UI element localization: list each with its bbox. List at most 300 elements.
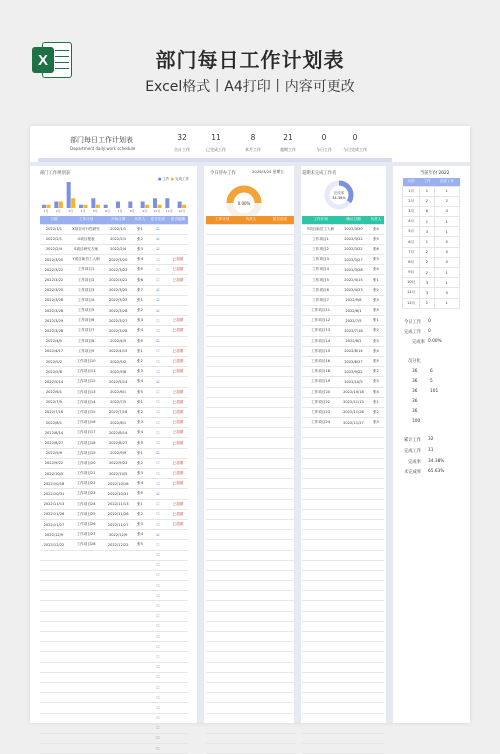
table-cell xyxy=(238,642,263,652)
done-checkbox[interactable]: ☑ xyxy=(148,285,168,295)
table-cell xyxy=(264,560,296,570)
overdue-cell: 已超期 xyxy=(168,407,188,417)
today-date: 2026/3/24 星期五 xyxy=(252,169,285,174)
done-checkbox[interactable]: ☐ xyxy=(148,356,168,366)
summary-label: 完成工作 xyxy=(404,449,422,454)
table-row xyxy=(302,509,384,519)
table-row xyxy=(40,652,188,662)
overdue-cell: 已超期 xyxy=(168,255,188,265)
table-cell: 8月 xyxy=(403,257,420,267)
table-cell: 2022/9/22 xyxy=(104,458,132,468)
table-row xyxy=(40,275,188,285)
stat-value: 11 xyxy=(211,133,221,142)
table-cell: 工作项目14 xyxy=(68,397,104,407)
table-cell: 2022/3/22 xyxy=(339,234,368,244)
done-checkbox[interactable]: ☐ xyxy=(148,479,168,489)
table-cell: 工作项目17 xyxy=(68,428,104,438)
spreadsheet-page xyxy=(30,126,470,751)
table-cell xyxy=(302,438,339,448)
table-cell xyxy=(104,550,132,560)
table-row xyxy=(302,693,384,703)
done-checkbox[interactable]: ☐ xyxy=(148,560,168,570)
table-cell: 张1 xyxy=(132,224,148,234)
table-cell: 工作项目22 xyxy=(302,397,339,407)
table-cell xyxy=(264,509,296,519)
done-checkbox[interactable]: ☐ xyxy=(148,418,168,428)
table-row xyxy=(40,397,188,407)
summary-value: 5 xyxy=(430,379,433,384)
table-cell xyxy=(132,550,148,560)
bar-done-9月 xyxy=(145,205,149,208)
table-row xyxy=(302,448,384,458)
table-cell xyxy=(40,570,68,580)
done-checkbox[interactable]: ☐ xyxy=(148,550,168,560)
table-cell: 工作项目14 xyxy=(302,336,339,346)
table-cell: 2022/3/25 xyxy=(40,285,68,295)
done-checkbox[interactable]: ☐ xyxy=(148,733,168,743)
table-cell xyxy=(368,438,384,448)
table-cell xyxy=(104,611,132,621)
table-cell: 2022/2/1 xyxy=(104,234,132,244)
stat-value: 32 xyxy=(177,133,187,142)
overdue-cell xyxy=(168,285,188,295)
table-cell xyxy=(238,458,263,468)
monthly-bar-chart xyxy=(40,182,188,212)
table-cell xyxy=(238,479,263,489)
table-cell xyxy=(302,448,339,458)
table-row xyxy=(302,295,384,305)
table-cell: 工作项目2 xyxy=(68,275,104,285)
table-cell xyxy=(132,713,148,723)
table-row xyxy=(40,550,188,560)
overdue-cell xyxy=(168,652,188,662)
table-row xyxy=(206,234,296,244)
table-row xyxy=(302,550,384,560)
table-row xyxy=(40,581,188,591)
table-cell: 工作项目8 xyxy=(68,336,104,346)
table-cell xyxy=(302,591,339,601)
summary-label: 员分化 xyxy=(408,359,421,364)
table-cell xyxy=(238,652,263,662)
table-cell xyxy=(40,723,68,733)
bar-done-10月 xyxy=(158,205,162,208)
table-row xyxy=(40,438,188,448)
table-cell: 2022/10/5 xyxy=(104,469,132,479)
table-cell: 11月 xyxy=(403,288,420,298)
done-checkbox[interactable]: ☐ xyxy=(148,519,168,529)
done-checkbox[interactable]: ☑ xyxy=(148,377,168,387)
done-checkbox[interactable]: ☐ xyxy=(148,265,168,275)
table-row xyxy=(206,662,296,672)
table-cell xyxy=(264,234,296,244)
table-row xyxy=(403,227,460,237)
table-cell: 张5 xyxy=(132,489,148,499)
overdue-cell xyxy=(168,713,188,723)
done-checkbox[interactable]: ☐ xyxy=(148,469,168,479)
table-cell xyxy=(264,530,296,540)
table-row xyxy=(40,377,188,387)
table-cell: 2022/10/31 xyxy=(104,489,132,499)
overdue-cell xyxy=(168,682,188,692)
table-cell: 工作项目12 xyxy=(68,377,104,387)
done-checkbox[interactable]: ☐ xyxy=(148,438,168,448)
table-cell xyxy=(206,519,238,529)
table-row xyxy=(302,540,384,550)
table-row xyxy=(206,285,296,295)
table-cell xyxy=(206,570,238,580)
table-cell: 张2 xyxy=(368,285,384,295)
table-cell: 2 xyxy=(434,196,459,206)
table-cell xyxy=(264,591,296,601)
table-cell xyxy=(238,346,263,356)
table-row xyxy=(403,206,460,216)
table-cell xyxy=(302,499,339,509)
table-row xyxy=(40,744,188,754)
table-row xyxy=(302,244,384,254)
overdue-cell xyxy=(168,530,188,540)
table-cell: 2022/5/2 xyxy=(40,356,68,366)
table-cell xyxy=(302,601,339,611)
table-cell xyxy=(104,693,132,703)
table-cell xyxy=(132,662,148,672)
table-cell: 2022/10/5 xyxy=(40,469,68,479)
done-checkbox[interactable]: ☑ xyxy=(148,244,168,254)
table-row xyxy=(302,469,384,479)
table-row xyxy=(40,367,188,377)
table-row xyxy=(302,662,384,672)
table-cell: 张5 xyxy=(132,265,148,275)
table-cell xyxy=(302,469,339,479)
overdue-cell: 已超期 xyxy=(168,499,188,509)
done-checkbox[interactable]: ☐ xyxy=(148,570,168,580)
table-cell xyxy=(264,632,296,642)
table-row xyxy=(302,530,384,540)
done-checkbox[interactable]: ☐ xyxy=(148,581,168,591)
done-checkbox[interactable]: ☐ xyxy=(148,397,168,407)
done-checkbox[interactable]: ☐ xyxy=(148,723,168,733)
table-row xyxy=(302,499,384,509)
column-header: 负责人 xyxy=(238,216,263,224)
done-checkbox[interactable]: ☐ xyxy=(148,458,168,468)
table-row xyxy=(302,581,384,591)
table-row xyxy=(206,733,296,743)
table-cell xyxy=(339,693,368,703)
table-row xyxy=(40,682,188,692)
table-cell: 2022/12/9 xyxy=(40,530,68,540)
table-cell xyxy=(104,642,132,652)
table-cell xyxy=(339,642,368,652)
done-checkbox[interactable]: ☐ xyxy=(148,255,168,265)
table-cell xyxy=(339,662,368,672)
table-row xyxy=(403,196,460,206)
table-cell xyxy=(238,601,263,611)
overdue-cell xyxy=(168,489,188,499)
table-cell xyxy=(368,560,384,570)
table-cell xyxy=(104,621,132,631)
table-cell xyxy=(132,581,148,591)
table-cell xyxy=(206,234,238,244)
done-checkbox[interactable]: ☐ xyxy=(148,428,168,438)
table-cell: 2022/3/28 xyxy=(104,326,132,336)
table-cell xyxy=(238,672,263,682)
table-row xyxy=(206,540,296,550)
table-cell xyxy=(68,723,104,733)
table-cell xyxy=(264,703,296,713)
table-cell: 1 xyxy=(434,217,459,227)
table-row xyxy=(302,224,384,234)
done-checkbox[interactable]: ☐ xyxy=(148,621,168,631)
overdue-cell: 已超期 xyxy=(168,418,188,428)
table-cell xyxy=(302,693,339,703)
table-cell xyxy=(302,550,339,560)
monthly-summary-table xyxy=(402,178,460,309)
done-checkbox[interactable]: ☐ xyxy=(148,652,168,662)
overdue-cell: 已超期 xyxy=(168,519,188,529)
table-cell xyxy=(40,744,68,754)
done-checkbox[interactable]: ☐ xyxy=(148,346,168,356)
done-checkbox[interactable]: ☑ xyxy=(148,306,168,316)
table-row xyxy=(40,540,188,550)
table-cell xyxy=(302,540,339,550)
done-checkbox[interactable]: ☐ xyxy=(148,540,168,550)
table-cell xyxy=(339,438,368,448)
table-cell xyxy=(339,509,368,519)
overdue-section-title: 超期未完成工作名 xyxy=(302,171,337,176)
table-row xyxy=(40,356,188,366)
table-cell: 工作项目15 xyxy=(302,346,339,356)
done-checkbox[interactable]: ☐ xyxy=(148,316,168,326)
summary-label: 36 xyxy=(412,399,418,404)
done-checkbox[interactable]: ☐ xyxy=(148,407,168,417)
table-cell: 2022/11/27 xyxy=(104,519,132,529)
table-cell: 张4 xyxy=(132,530,148,540)
table-cell: 2022/3/20 xyxy=(339,224,368,234)
table-cell: 工作项目19 xyxy=(68,448,104,458)
table-cell: 张5 xyxy=(368,234,384,244)
stat-label: 已完成工作 xyxy=(206,147,226,152)
x-tick-label: 10月 xyxy=(153,209,161,213)
bar-done-1月 xyxy=(47,205,51,208)
table-cell xyxy=(238,693,263,703)
overdue-cell: 已超期 xyxy=(168,356,188,366)
done-checkbox[interactable]: ☑ xyxy=(148,336,168,346)
table-cell xyxy=(264,652,296,662)
done-checkbox[interactable]: ☐ xyxy=(148,611,168,621)
overdue-cell xyxy=(168,591,188,601)
table-cell: 0 xyxy=(434,288,459,298)
done-checkbox[interactable]: ☐ xyxy=(148,591,168,601)
table-cell xyxy=(264,326,296,336)
table-cell xyxy=(264,316,296,326)
table-cell xyxy=(368,428,384,438)
table-cell xyxy=(264,499,296,509)
table-cell xyxy=(302,723,339,733)
table-cell: 张5 xyxy=(132,336,148,346)
table-cell xyxy=(40,713,68,723)
table-cell xyxy=(206,489,238,499)
table-cell xyxy=(238,489,263,499)
table-header xyxy=(40,216,188,224)
table-cell xyxy=(368,509,384,519)
table-cell xyxy=(206,611,238,621)
table-header xyxy=(206,216,296,224)
table-cell xyxy=(40,652,68,662)
table-row xyxy=(206,601,296,611)
done-checkbox[interactable]: ☑ xyxy=(148,448,168,458)
table-cell xyxy=(238,418,263,428)
table-row xyxy=(206,652,296,662)
table-row xyxy=(206,713,296,723)
table-cell xyxy=(238,234,263,244)
table-row xyxy=(206,224,296,234)
table-row xyxy=(40,428,188,438)
table-cell xyxy=(238,570,263,580)
table-cell: 2022/9/22 xyxy=(339,367,368,377)
table-cell: 张6 xyxy=(368,244,384,254)
table-cell: 2022/7/18 xyxy=(104,407,132,417)
overdue-cell: 已超期 xyxy=(168,346,188,356)
today-section-title: 今日待办工作 xyxy=(210,171,236,176)
table-cell xyxy=(40,611,68,621)
table-row xyxy=(302,428,384,438)
table-cell xyxy=(104,723,132,733)
done-checkbox[interactable]: ☑ xyxy=(148,224,168,234)
done-checkbox[interactable]: ☐ xyxy=(148,703,168,713)
table-cell xyxy=(206,397,238,407)
table-cell xyxy=(206,407,238,417)
done-checkbox[interactable]: ☐ xyxy=(148,387,168,397)
done-checkbox[interactable]: ☐ xyxy=(148,713,168,723)
table-cell: 工作项目9 xyxy=(68,346,104,356)
table-cell xyxy=(264,733,296,743)
done-checkbox[interactable]: ☑ xyxy=(148,530,168,540)
table-cell: 2022/12/22 xyxy=(40,540,68,550)
table-cell xyxy=(264,540,296,550)
table-row xyxy=(40,621,188,631)
table-cell: 工作项目1 xyxy=(302,234,339,244)
table-cell: 张2 xyxy=(132,306,148,316)
table-cell xyxy=(132,672,148,682)
table-cell: 2022/3/28 xyxy=(40,295,68,305)
table-row xyxy=(40,234,188,244)
table-cell xyxy=(206,560,238,570)
table-cell xyxy=(264,570,296,580)
table-cell: 张1 xyxy=(368,275,384,285)
overdue-cell xyxy=(168,611,188,621)
summary-label: 完成工作 xyxy=(404,330,422,335)
table-cell: 张2 xyxy=(132,509,148,519)
table-row xyxy=(206,509,296,519)
stat-value: 0 xyxy=(352,133,358,142)
done-checkbox[interactable]: ☐ xyxy=(148,632,168,642)
done-checkbox[interactable]: ☐ xyxy=(148,662,168,672)
done-checkbox[interactable]: ☐ xyxy=(148,275,168,285)
done-checkbox[interactable]: ☐ xyxy=(148,642,168,652)
table-cell xyxy=(368,479,384,489)
table-cell: 张6 xyxy=(132,275,148,285)
column-header: 是否超期 xyxy=(168,216,188,224)
table-row xyxy=(206,275,296,285)
table-row xyxy=(40,224,188,234)
table-cell: 2022/11/26 xyxy=(339,407,368,417)
table-cell xyxy=(68,632,104,642)
bar-done-12月 xyxy=(182,205,186,208)
table-cell xyxy=(238,540,263,550)
table-cell: 0 xyxy=(434,237,459,247)
table-cell: 2 xyxy=(420,268,434,278)
done-checkbox[interactable]: ☐ xyxy=(148,744,168,754)
table-cell xyxy=(40,662,68,672)
table-cell xyxy=(264,377,296,387)
table-cell xyxy=(206,581,238,591)
table-cell xyxy=(368,550,384,560)
table-cell: 工作项目11 xyxy=(302,306,339,316)
table-cell: 张4 xyxy=(368,265,384,275)
overdue-cell xyxy=(168,744,188,754)
table-cell xyxy=(302,611,339,621)
table-cell: 工作项目6 xyxy=(302,285,339,295)
done-checkbox[interactable]: ☐ xyxy=(148,601,168,611)
done-checkbox[interactable]: ☑ xyxy=(148,295,168,305)
table-row xyxy=(40,336,188,346)
table-row xyxy=(40,479,188,489)
overdue-cell xyxy=(168,581,188,591)
summary-label: 36 xyxy=(412,389,418,394)
table-row xyxy=(302,601,384,611)
table-cell xyxy=(264,723,296,733)
done-checkbox[interactable]: ☑ xyxy=(148,489,168,499)
table-cell xyxy=(68,733,104,743)
table-row xyxy=(40,306,188,316)
done-checkbox[interactable]: ☐ xyxy=(148,499,168,509)
column-header: 是否完成 xyxy=(264,216,296,224)
bar-work-9月 xyxy=(141,202,145,209)
done-checkbox[interactable]: ☐ xyxy=(148,682,168,692)
table-cell xyxy=(339,733,368,743)
table-row xyxy=(302,438,384,448)
summary-label: 完成率 xyxy=(408,460,421,465)
table-row xyxy=(40,509,188,519)
table-cell: 张2 xyxy=(368,326,384,336)
table-row xyxy=(206,306,296,316)
column-header: 开始日期 xyxy=(104,216,132,224)
done-checkbox[interactable]: ☐ xyxy=(148,326,168,336)
table-cell xyxy=(206,530,238,540)
table-cell: 2022/7/5 xyxy=(40,397,68,407)
table-cell: 2022/4/23 xyxy=(339,285,368,295)
table-cell xyxy=(238,499,263,509)
table-row xyxy=(302,570,384,580)
table-cell xyxy=(206,632,238,642)
table-cell xyxy=(264,295,296,305)
table-cell xyxy=(264,275,296,285)
table-cell xyxy=(368,642,384,652)
table-row xyxy=(302,611,384,621)
stat-label: 超期工作 xyxy=(280,147,296,152)
done-checkbox[interactable]: ☐ xyxy=(148,672,168,682)
done-checkbox[interactable]: ☐ xyxy=(148,693,168,703)
done-checkbox[interactable]: ☑ xyxy=(148,234,168,244)
table-cell xyxy=(206,621,238,631)
overdue-cell xyxy=(168,560,188,570)
done-checkbox[interactable]: ☐ xyxy=(148,367,168,377)
table-cell xyxy=(40,733,68,743)
table-cell xyxy=(238,723,263,733)
table-cell xyxy=(206,336,238,346)
done-checkbox[interactable]: ☐ xyxy=(148,509,168,519)
table-row xyxy=(302,316,384,326)
table-cell: 2022/9/9 xyxy=(104,448,132,458)
